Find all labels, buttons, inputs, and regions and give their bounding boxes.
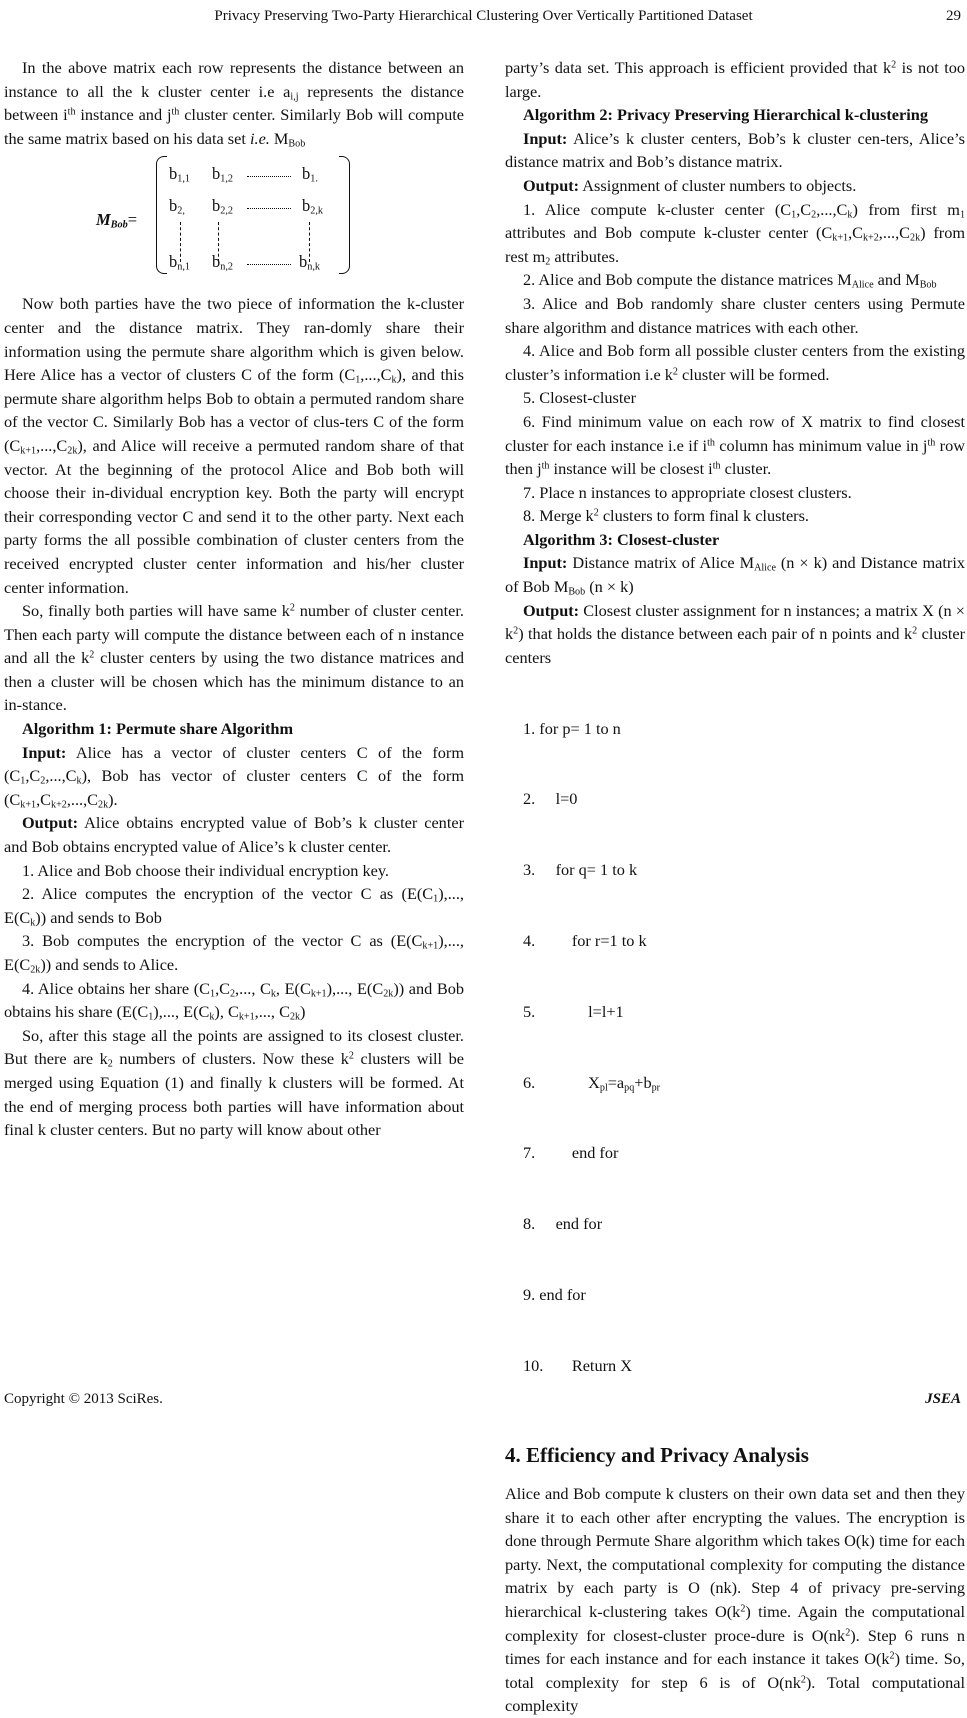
algorithm-step: 3. Alice and Bob randomly share cluster centers using Permute share algorithm and distance matrices with each other. <box>505 293 965 337</box>
matrix-cell: $b_{1.}$ <box>302 164 318 185</box>
algorithm-step: 5. Closest-cluster <box>523 388 637 408</box>
row-dots <box>247 208 291 209</box>
matrix-m-bob <box>4 154 464 278</box>
matrix-cell: $b_{1,2}$ <box>212 164 234 185</box>
section-heading: 4. Efficiency and Privacy Analysis <box>505 1443 809 1468</box>
matrix-cell: $b_{1,1}$ <box>169 164 191 185</box>
code-line: 9. end for <box>523 1284 586 1304</box>
algorithm-2-input: Input: Alice’s k cluster centers, Bob’s k cluster cen-ters, Alice’s distance matrix and Bob’s distance matrix. <box>505 128 965 172</box>
code-line: 3. for q= 1 to k <box>523 860 638 880</box>
algorithm-1-input: Input: Alice has a vector of cluster centers C of the form $(C_1,C_2,...,C_k)$, Bob has vector of cluster centers C of the form $(C_{k+1},C_{k+2},...,C_{2k})$. <box>4 742 464 811</box>
algorithm-step: 2. Alice and Bob compute the distance matrices $M_{Alice}$ and $M_{Bob}$ <box>523 270 937 291</box>
algorithm-step: 4. Alice and Bob form all possible cluster centers from the existing cluster’s information i.e $k^2$ cluster will be formed. <box>505 341 965 384</box>
matrix-cell: $b_{2,2}$ <box>212 196 234 217</box>
page-header <box>0 4 967 28</box>
matrix-cell: $b_{2,k}$ <box>302 196 324 217</box>
matrix-cell: $b_{n,1}$ <box>169 252 191 273</box>
code-line: 4. for r=1 to k <box>523 930 647 950</box>
algorithm-step: 7. Place n instances to appropriate closest clusters. <box>523 482 852 502</box>
matrix-cell: $b_{2,}$ <box>169 196 185 217</box>
algorithm-2-output: Output: Assignment of cluster numbers to objects. <box>523 175 857 195</box>
page-number: 29 <box>946 8 961 24</box>
algorithm-1-title: Algorithm 1: Permute share Algorithm <box>22 719 294 739</box>
algorithm-step: 1. Alice compute k-cluster center $(C_1,C_2,...,C_k)$ from first $m_1$ attributes and Bob compute k-cluster center $(C_{k+1},C_{k+2},...,C_{2k})$ from rest $m_2$ attributes. <box>505 199 966 268</box>
code-line: 6. $X_{pl}=a_{pq}+b_{pr}$ <box>523 1072 661 1094</box>
copyright: Copyright © 2013 SciRes. <box>4 1391 163 1407</box>
journal-abbrev: JSEA <box>925 1391 961 1407</box>
algorithm-step: 1. Alice and Bob choose their individual encryption key. <box>22 860 389 880</box>
left-bracket <box>156 156 167 274</box>
running-title: Privacy Preserving Two-Party Hierarchical Clustering Over Vertically Partitioned Dataset <box>214 8 753 24</box>
code-line: 1. for p= 1 to n <box>523 718 621 738</box>
paragraph: Now both parties have the two piece of information the k-cluster center and the distance matrix. They ran-domly share their information using the permute share algorithm which is given below. Here Alice has a vector of clusters C of the form $(C_1,...,C_k)$, and this permute share algorithm helps Bob to obtain a permuted random share of the vector C. Similarly Bob has a vector of clus-ters C of the form $(C_{k+1},...,C_{2k})$, and Alice will receive a permuted random share of that vector. At the beginning of the protocol Alice and Bob both will choose their in-dividual encryption key. Both the party will encrypt their corresponding vector C and send it to the other party. Next each party forms the all possible combination of cluster centers from the received encrypted cluster center information and his/her cluster center information. <box>4 294 464 597</box>
code-line: 10. Return X <box>523 1355 632 1375</box>
algorithm-step: 4. Alice obtains her share ($C_1,C_2$,..., $C_k$, $E(C_{k+1})$,..., $E(C_{2k})$) and Bob obtains his share ($E(C_1)$,..., $E(C_k)$, $C_{k+1}$,..., $C_{2k}$) <box>4 978 464 1023</box>
algorithm-step: 3. Bob computes the encryption of the vector C as ($E(C_{k+1})$,..., $E(C_{2k})$) and sends to Alice. <box>4 931 464 976</box>
paragraph: So, after this stage all the points are assigned to its closest cluster. But there are $k_2$ numbers of clusters. Now these $k^2$ clusters will be merged using Equation (1) and finally k clusters will be formed. At the end of merging process both parties will have information about final k cluster centers. But no party will know about other <box>4 1025 465 1140</box>
code-line: 7. end for <box>523 1143 619 1163</box>
right-column <box>505 56 965 1718</box>
row-dots <box>247 176 291 177</box>
code-line: 2. l=0 <box>523 789 578 809</box>
code-line: 8. end for <box>523 1214 603 1234</box>
algorithm-3-title: Algorithm 3: Closest-cluster <box>523 529 720 549</box>
left-column <box>4 56 464 1142</box>
algorithm-1-output: Output: Alice obtains encrypted value of Bob’s k cluster center and Bob obtains encrypted value of Alice’s k cluster center. <box>4 813 464 857</box>
algorithm-step: 2. Alice computes the encryption of the vector C as ($E(C_1)$,..., $E(C_k)$) and sends to Bob <box>4 884 464 929</box>
paragraph: party’s data set. This approach is efficient provided that $k^2$ is not too large. <box>505 58 965 101</box>
algorithm-step: 6. Find minimum value on each row of X matrix to find closest cluster for each instance i.e if $i^{th}$ column has minimum value in $j^{th}$ row then $j^{th}$ instance will be closest $i^{th}$ cluster. <box>505 411 966 479</box>
pseudocode <box>505 669 965 1424</box>
row-dots <box>247 264 291 265</box>
matrix-cell: $b_{n,k}$ <box>299 252 321 273</box>
code-line: 5. l=l+1 <box>523 1001 624 1021</box>
algorithm-3-input: Input: Distance matrix of Alice $M_{Alice}$ (n × k) and Distance matrix of Bob $M_{Bob}$ (n × k) <box>505 553 965 598</box>
paragraph: So, finally both parties will have same $k^2$ number of cluster center. Then each party will compute the distance between each of n instance and all the $k^2$ cluster centers by using the two distance matrices and then a cluster will be chosen which has the minimum distance to an in-stance. <box>4 601 464 715</box>
paragraph: Alice and Bob compute k clusters on their own data set and then they share it to each other after encrypting the values. The encryption is done through Permute Share algorithm which takes O(k) time for each party. Next, the computational complexity for computing the distance matrix by each party is O (nk). Step 4 of privacy pre-serving hierarchical k-clustering takes $O(k^2)$ time. Again the computational complexity for closest-cluster proce-dure is $O(nk^2)$. Step 6 runs n times for each instance and for each instance it takes $O(k^2)$ time. So, total complexity for step 6 is of $O(nk^2)$. Total computational complexity <box>505 1484 966 1716</box>
matrix-label: $M_{Bob}=$ <box>96 210 138 231</box>
right-bracket <box>339 156 350 274</box>
matrix-cell: $b_{n,2}$ <box>212 252 234 273</box>
algorithm-step: 8. Merge $k^2$ clusters to form final k clusters. <box>523 506 809 526</box>
algorithm-2-title: Algorithm 2: Privacy Preserving Hierarchical k-clustering <box>523 105 928 125</box>
paragraph: In the above matrix each row represents the distance between an instance to all the k cluster center i.e $a_{i,j}$ represents the distance between $i^{th}$ instance and $j^{th}$ cluster center. Similarly Bob will compute the same matrix based on his data set i.e. $M_{Bob}$ <box>4 58 465 150</box>
algorithm-3-output: Output: Closest cluster assignment for n instances; a matrix X $(n \times k^2)$ that holds the distance between each pair of n points and $k^2$ cluster centers <box>505 600 965 667</box>
